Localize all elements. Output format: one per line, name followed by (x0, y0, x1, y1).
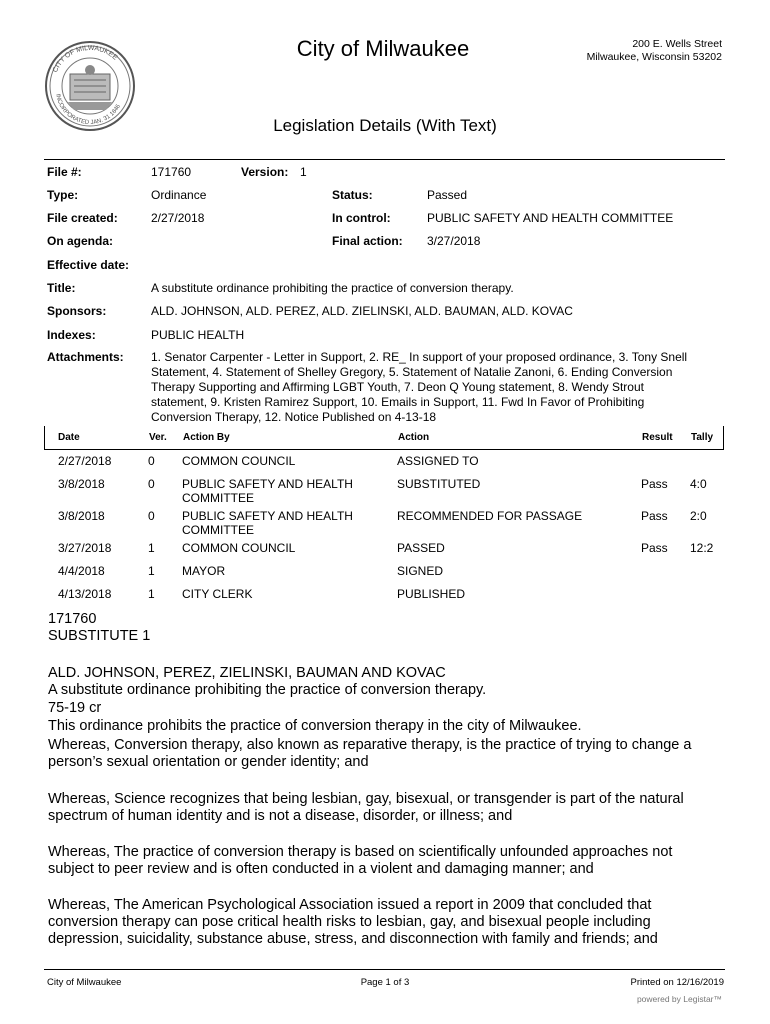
table-row-date: 4/13/2018 (58, 587, 112, 601)
attachments-line: 1. Senator Carpenter - Letter in Support, 2. RE_ In support of your proposed ordinance, 3. Tony Snell (151, 350, 688, 364)
title-label: Title: (47, 281, 76, 295)
text-summary: This ordinance prohibits the practice of conversion therapy in the city of Milwaukee. (48, 718, 582, 734)
indexes-label: Indexes: (47, 328, 96, 342)
text-title: A substitute ordinance prohibiting the practice of conversion therapy. (48, 682, 487, 698)
file-label: File #: (47, 165, 82, 179)
footer-page-number: Page 1 of 3 (360, 977, 410, 988)
table-row-action: SIGNED (397, 564, 444, 578)
address-line-1: 200 E. Wells Street (632, 38, 722, 50)
footer-divider (44, 969, 725, 970)
table-row-version: 1 (148, 587, 155, 601)
table-row-date: 2/27/2018 (58, 454, 112, 468)
text-paragraph-1 (48, 737, 738, 771)
table-row-action: ASSIGNED TO (397, 454, 479, 468)
address-block (587, 38, 722, 64)
powered-by: powered by Legistar™ (636, 994, 722, 1004)
table-row-action-by: COMMON COUNCIL (182, 454, 296, 468)
indexes-value: PUBLIC HEALTH (151, 328, 245, 342)
table-row-version: 0 (148, 477, 155, 491)
attachments-line: Conversion Therapy, 12. Notice Published on 4-13-18 (151, 410, 437, 424)
sponsors-value: ALD. JOHNSON, ALD. PEREZ, ALD. ZIELINSKI, ALD. BAUMAN, ALD. KOVAC (151, 304, 573, 318)
header-divider (44, 159, 725, 160)
table-row-action-by: MAYOR (182, 564, 226, 578)
history-table-header (44, 426, 724, 450)
file-value: 171760 (151, 165, 192, 179)
attachments-list (151, 350, 721, 425)
col-date: Date (58, 432, 80, 443)
col-action: Action (398, 432, 430, 443)
table-row-version: 1 (148, 541, 155, 555)
text-file-number: 171760 (48, 611, 97, 627)
table-row-action-by: PUBLIC SAFETY AND HEALTH (182, 477, 353, 491)
text-paragraph-3 (48, 844, 738, 878)
seal-text-top: CITY OF MILWAUKEE (51, 44, 119, 74)
table-row-date: 4/4/2018 (58, 564, 105, 578)
table-row-tally: 12:2 (690, 541, 714, 555)
col-result: Result (642, 432, 673, 443)
attachments-line: Therapy Supporting and Affirming LGBT Youth, 7. Deon Q Young statement, 8. Wendy Strout (151, 380, 644, 394)
version-value: 1 (300, 165, 307, 179)
table-row-version: 1 (148, 564, 155, 578)
control-value: PUBLIC SAFETY AND HEALTH COMMITTEE (427, 211, 674, 225)
table-row-version: 0 (148, 454, 155, 468)
paragraph-line: conversion therapy can pose critical health risks to lesbian, gay, and bisexual people including (48, 914, 651, 930)
footer-printed-date: Printed on 12/16/2019 (630, 977, 724, 988)
title-value: A substitute ordinance prohibiting the practice of conversion therapy. (151, 281, 514, 295)
created-label: File created: (47, 211, 118, 225)
text-substitute: SUBSTITUTE 1 (48, 628, 151, 644)
paragraph-line: Whereas, The practice of conversion therapy is based on scientifically unfounded approaches not (48, 844, 673, 860)
address-line-2: Milwaukee, Wisconsin 53202 (586, 51, 722, 63)
table-row-tally: 2:0 (690, 509, 707, 523)
page-subtitle: Legislation Details (With Text) (273, 116, 497, 135)
attachments-line: statement, 9. Kristen Ramirez Support, 10. Emails in Support, 11. Fwd In Favor of Prohibiting (151, 395, 645, 409)
final-action-value: 3/27/2018 (427, 234, 481, 248)
table-row-action: SUBSTITUTED (397, 477, 481, 491)
type-value: Ordinance (151, 188, 207, 202)
table-row-result: Pass (641, 541, 668, 555)
city-title-text: City of Milwaukee (296, 36, 470, 61)
effective-date-label: Effective date: (47, 258, 130, 272)
col-version: Ver. (149, 432, 167, 443)
attachments-label: Attachments: (47, 350, 124, 364)
paragraph-line: spectrum of human identity and is not a disease, disorder, or illness; and (48, 808, 513, 824)
table-row-action-by: PUBLIC SAFETY AND HEALTH (182, 509, 353, 523)
footer-left: City of Milwaukee (47, 977, 122, 988)
table-row-date: 3/8/2018 (58, 509, 105, 523)
table-row-version: 0 (148, 509, 155, 523)
text-paragraph-2 (48, 791, 738, 825)
paragraph-line: subject to peer review and is often conducted in a violent and damaging manner; and (48, 861, 594, 877)
sponsors-label: Sponsors: (47, 304, 107, 318)
text-paragraph-4 (48, 897, 738, 948)
final-action-label: Final action: (332, 234, 403, 248)
status-value: Passed (427, 188, 468, 202)
created-value: 2/27/2018 (151, 211, 205, 225)
agenda-label: On agenda: (47, 234, 114, 248)
seal-text-bottom: INCORPORATED JAN. 31 1846 (54, 93, 122, 127)
table-row-date: 3/27/2018 (58, 541, 112, 555)
type-label: Type: (47, 188, 79, 202)
col-action-by: Action By (183, 432, 230, 443)
table-row-action-by: COMMON COUNCIL (182, 541, 296, 555)
paragraph-line: depression, suicidality, substance abuse, stress, and disconnection with family and friends; and (48, 931, 658, 947)
table-row-action-by-cont: COMMITTEE (182, 523, 254, 537)
paragraph-line: Whereas, Science recognizes that being lesbian, gay, bisexual, or transgender is part of the natural (48, 791, 684, 807)
text-sponsors: ALD. JOHNSON, PEREZ, ZIELINSKI, BAUMAN AND KOVAC (48, 665, 446, 681)
table-row-action-by-cont: COMMITTEE (182, 491, 254, 505)
version-label: Version: (241, 165, 289, 179)
table-row-tally: 4:0 (690, 477, 707, 491)
attachments-line: Statement, 4. Statement of Shelley Gregory, 5. Statement of Natalie Zanoni, 6. Ending Conversion (151, 365, 673, 379)
text-code: 75-19 cr (48, 700, 102, 716)
table-row-result: Pass (641, 509, 668, 523)
paragraph-line: Whereas, Conversion therapy, also known as reparative therapy, is the practice of trying to change a (48, 737, 692, 753)
table-row-action: RECOMMENDED FOR PASSAGE (397, 509, 583, 523)
paragraph-line: person’s sexual orientation or gender identity; and (48, 754, 369, 770)
status-label: Status: (332, 188, 373, 202)
table-row-date: 3/8/2018 (58, 477, 105, 491)
control-label: In control: (332, 211, 391, 225)
paragraph-line: Whereas, The American Psychological Association issued a report in 2009 that concluded that (48, 897, 652, 913)
table-row-action: PUBLISHED (397, 587, 466, 601)
table-row-result: Pass (641, 477, 668, 491)
table-row-action-by: CITY CLERK (182, 587, 253, 601)
table-row-action: PASSED (397, 541, 445, 555)
col-tally: Tally (691, 432, 714, 443)
